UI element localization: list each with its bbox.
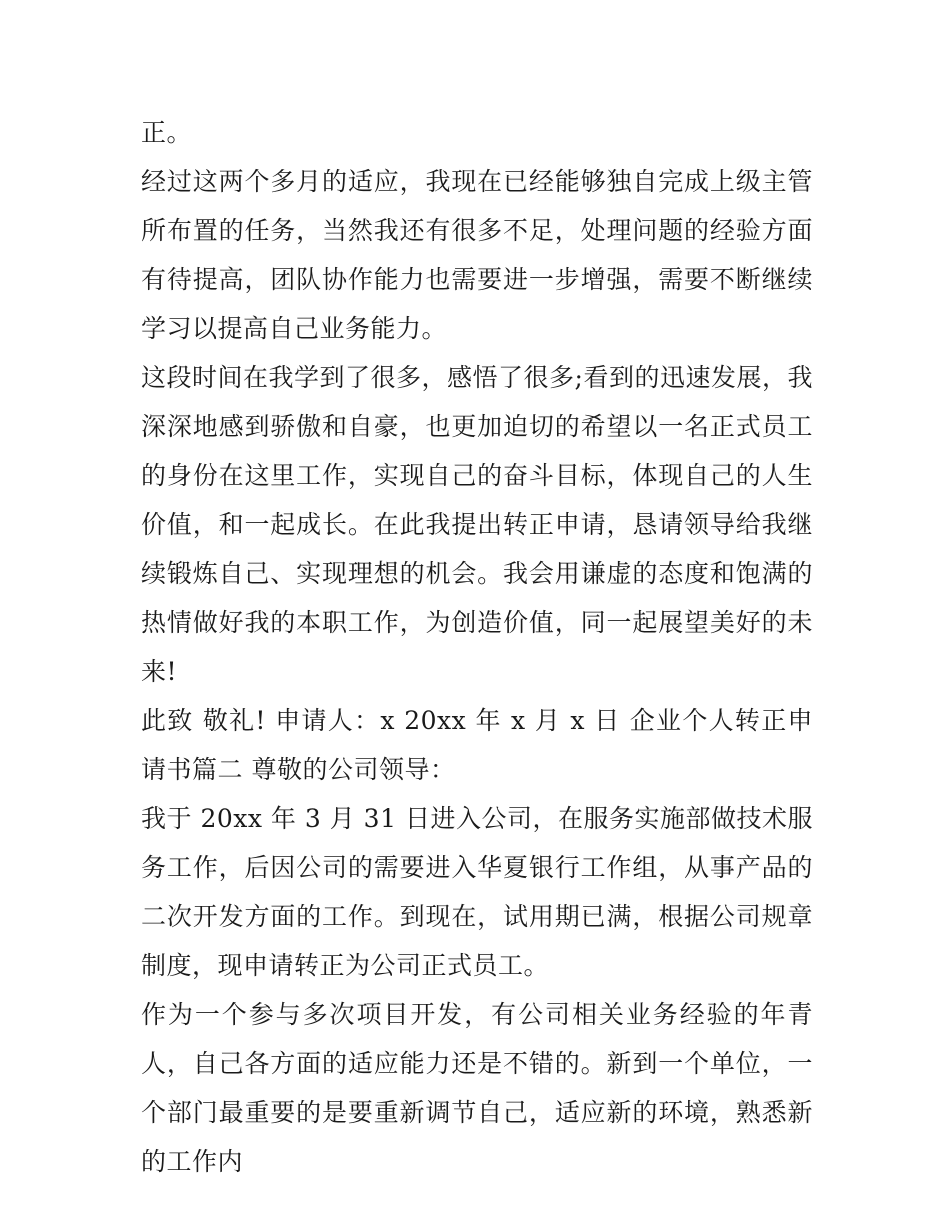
paragraph-6: 作为一个参与多次项目开发，有公司相关业务经验的年青人，自己各方面的适应能力还是不错的。新到一个单位，一个部门最重要的是要重新调节自己，适应新的环境，熟悉新的工作内 — [141, 1000, 813, 1176]
paragraph-5: 我于 20xx 年 3 月 31 日进入公司，在服务实施部做技术服务工作，后因公司的需要进入华夏银行工作组，从事产品的二次开发方面的工作。到现在，试用期已满，根据公司规章制度，现申请转正为公司正式员工。 — [141, 804, 813, 980]
paragraph-3: 这段时间在我学到了很多，感悟了很多;看到的迅速发展，我深深地感到骄傲和自豪，也更加迫切的希望以一名正式员工的身份在这里工作，实现自己的奋斗目标，体现自己的人生价值，和一起成长。在此我提出转正申请，恳请领导给我继续锻炼自己、实现理想的机会。我会用谦虚的态度和饱满的热情做好我的本职工作，为创造价值，同一起展望美好的未来! — [141, 363, 813, 686]
paragraph-2: 经过这两个多月的适应，我现在已经能够独自完成上级主管所布置的任务，当然我还有很多不足，处理问题的经验方面有待提高，团队协作能力也需要进一步增强，需要不断继续学习以提高自己业务能力。 — [141, 167, 813, 343]
document-body — [141, 108, 813, 1186]
paragraph-4: 此致 敬礼! 申请人：x 20xx 年 x 月 x 日 企业个人转正申请书篇二 尊敬的公司领导： — [141, 706, 813, 784]
paragraph-1: 正。 — [141, 118, 193, 147]
